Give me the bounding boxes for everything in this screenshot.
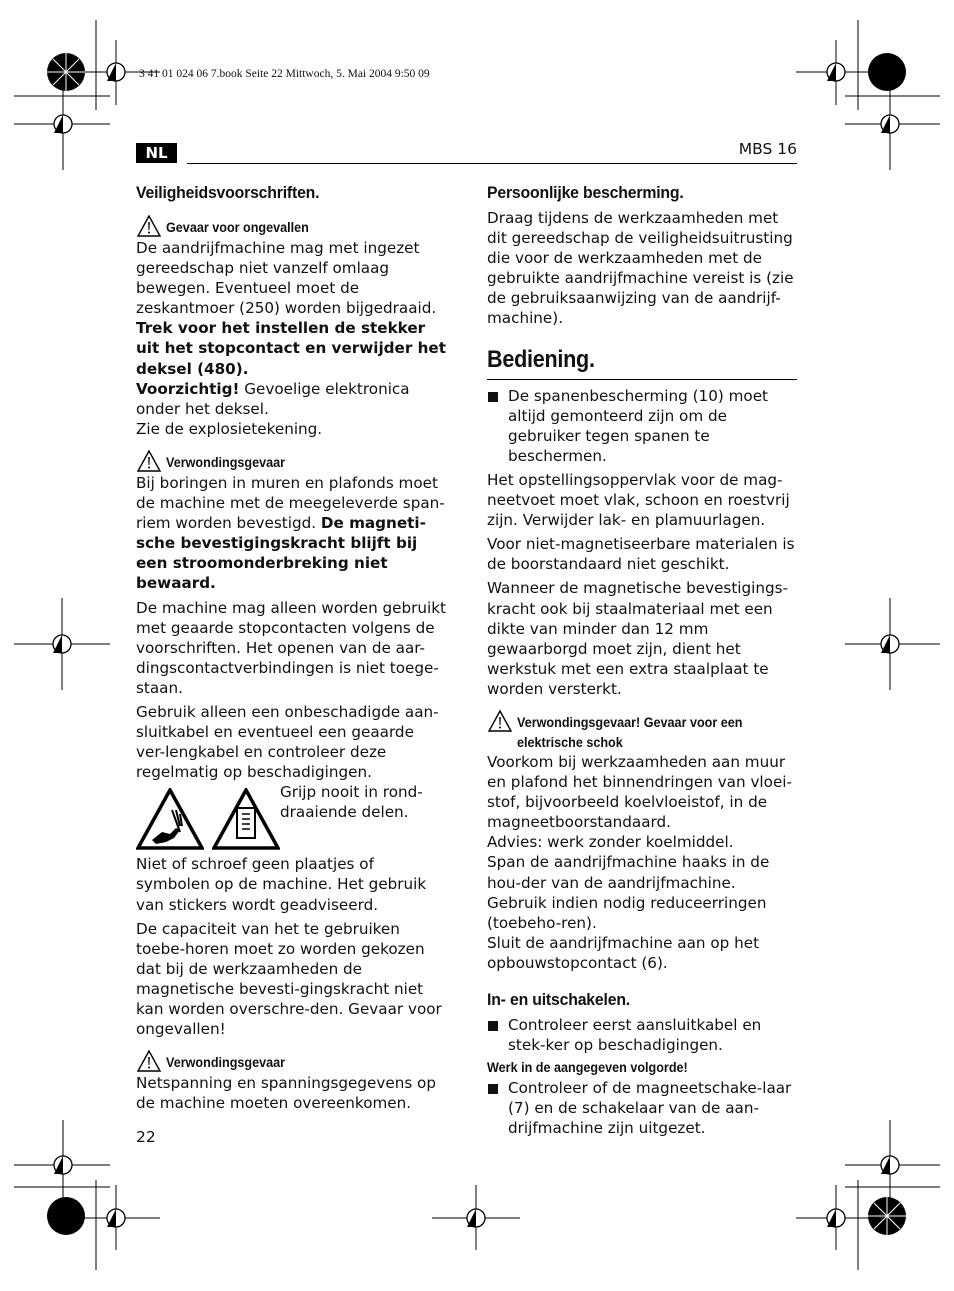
warning-label-line: Verwondingsgevaar! Gevaar voor een <box>517 713 743 730</box>
bullet-icon <box>488 1084 498 1094</box>
warning-shock <box>487 709 797 752</box>
paragraph: Advies: werk zonder koelmiddel. <box>487 833 734 852</box>
warning-triangle-icon <box>136 214 162 238</box>
paragraph: De capaciteit van het te gebruiken toebe-horen moet zo worden gekozen dat bij de werkzaamheden de magnetische bevesti-gingskracht niet kan worden overschre-den. Gevaar voor ongevallen! <box>136 919 442 1039</box>
paragraph: Niet of schroef geen plaatjes of symbolen op de machine. Het gebruik van stickers wordt geadviseerd. <box>136 855 427 914</box>
paragraph-bold: De magneti-sche bevestigingskracht blijft bij een stroomonderbreking niet bewaard. <box>136 514 426 593</box>
symbol-row <box>136 783 446 850</box>
model-label: MBS 16 <box>738 140 797 158</box>
bullet-icon <box>488 392 498 402</box>
paragraph: Voor niet-magnetiseerbare materialen is de boorstandaard niet geschikt. <box>487 535 795 574</box>
list-item <box>487 386 797 466</box>
section-title-operation: Bediening. <box>487 345 595 373</box>
warning-triangle-icon <box>136 1049 162 1073</box>
warning-injury <box>136 449 446 473</box>
paragraph <box>136 473 446 594</box>
list-item <box>487 1015 797 1055</box>
paragraph-bold: Trek voor het instellen de stekker uit het stopcontact en verwijder het deksel (480). <box>136 319 446 378</box>
paragraph: Gebruik alleen een onbeschadigde aan-sluitkabel en eventueel een geaarde ver-lengkabel en controleer deze regelmatig op beschadigingen. <box>136 702 439 782</box>
symbol-icons <box>136 788 280 850</box>
paragraph: Draag tijdens de werkzaamheden met dit gereedschap de veiligheidsuitrusting die voor de werkzaamheden met de gebruikte aandrijfmachine vereist is (zie de gebruiksaanwijzing van de aandrijf-machine). <box>487 209 794 328</box>
caution-text: Gevoelige elektronica onder het deksel. <box>136 379 410 418</box>
warning-label-line: elektrische schok <box>517 733 623 750</box>
paragraph: Netspanning en spanningsgegevens op de machine moeten overeenkomen. <box>136 1074 436 1113</box>
bullet-text: Controleer eerst aansluitkabel en stek-ker op beschadigingen. <box>508 1016 762 1055</box>
paragraph: Het opstellingsoppervlak voor de mag-neetvoet moet vlak, schoon en roestvrij zijn. Verwijder lak- en plamuurlagen. <box>487 470 790 530</box>
warning-label: Verwondingsgevaar <box>166 1054 286 1071</box>
paragraph: De machine mag alleen worden gebruikt met geaarde stopcontacten volgens de voorschriften. Het openen van de aar-dingscontactverbindingen is niet toege-staan. <box>136 598 447 697</box>
paragraph <box>136 379 446 419</box>
rotating-parts-warning-icon <box>136 788 204 850</box>
list-item <box>487 1078 797 1138</box>
bullet-icon <box>488 1021 498 1031</box>
section-title-safety: Veiligheidsvoorschriften. <box>136 183 320 202</box>
bullet-text: Controleer of de magneetschake-laar (7) en de schakelaar van de aan-drijfmachine zijn uitgezet. <box>508 1079 792 1138</box>
paragraph: Voorkom bij werkzaamheden aan muur en plafond het binnendringen van vloei-stof, bijvoorbeeld koelvloeistof, in de magneetboorstandaard. <box>487 752 792 832</box>
print-info: 3 41 01 024 06 7.book Seite 22 Mittwoch, 5. Mai 2004 9:50 09 <box>139 68 430 80</box>
warning-accident <box>136 214 446 238</box>
read-manual-icon <box>212 788 280 850</box>
paragraph: De aandrijfmachine mag met ingezet gereedschap niet vanzelf omlaag bewegen. Eventueel moet de zeskantmoer (250) worden bijgedraaid. <box>136 239 437 318</box>
section-rule <box>487 379 797 380</box>
paragraph: Zie de explosietekening. <box>136 419 323 438</box>
warning-voltage <box>136 1049 446 1073</box>
page-number: 22 <box>136 1128 156 1146</box>
left-column <box>136 180 446 1113</box>
section-title-ppe: Persoonlijke bescherming. <box>487 183 684 202</box>
bullet-text: De spanenbescherming (10) moet altijd gemonteerd zijn om de gebruiker tegen spanen te beschermen. <box>508 386 769 465</box>
symbol-text: Grijp nooit in rond-draaiende delen. <box>280 783 423 822</box>
language-badge: NL <box>136 143 177 163</box>
paragraph: Span de aandrijfmachine haaks in de hou-der van de aandrijfmachine. Gebruik indien nodig reduceerringen (toebeho-ren). <box>487 853 770 932</box>
paragraph: Wanneer de magnetische bevestigings-kracht ook bij staalmateriaal met een dikte van minder dan 12 mm gewaarborgd moet zijn, dient het werkstuk met een extra staalplaat te worden versterkt. <box>487 579 789 698</box>
warning-label: Gevaar voor ongevallen <box>166 219 309 235</box>
right-column <box>487 180 797 1138</box>
section-title-switching: In- en uitschakelen. <box>487 990 631 1009</box>
warning-triangle-icon <box>136 449 162 473</box>
caution-label: Voorzichtig! <box>136 379 240 398</box>
warning-label <box>517 709 768 752</box>
header-rule <box>187 163 797 164</box>
warning-label: Verwondingsgevaar <box>166 453 286 470</box>
paragraph: Sluit de aandrijfmachine aan op het opbouwstopcontact (6). <box>487 933 760 972</box>
order-note: Werk in de aangegeven volgorde! <box>487 1059 688 1076</box>
paragraph-start: Bij boringen in muren en plafonds moet de machine met de meegeleverde span-riem worden bevestigd. <box>136 473 445 533</box>
warning-triangle-icon <box>487 709 513 733</box>
